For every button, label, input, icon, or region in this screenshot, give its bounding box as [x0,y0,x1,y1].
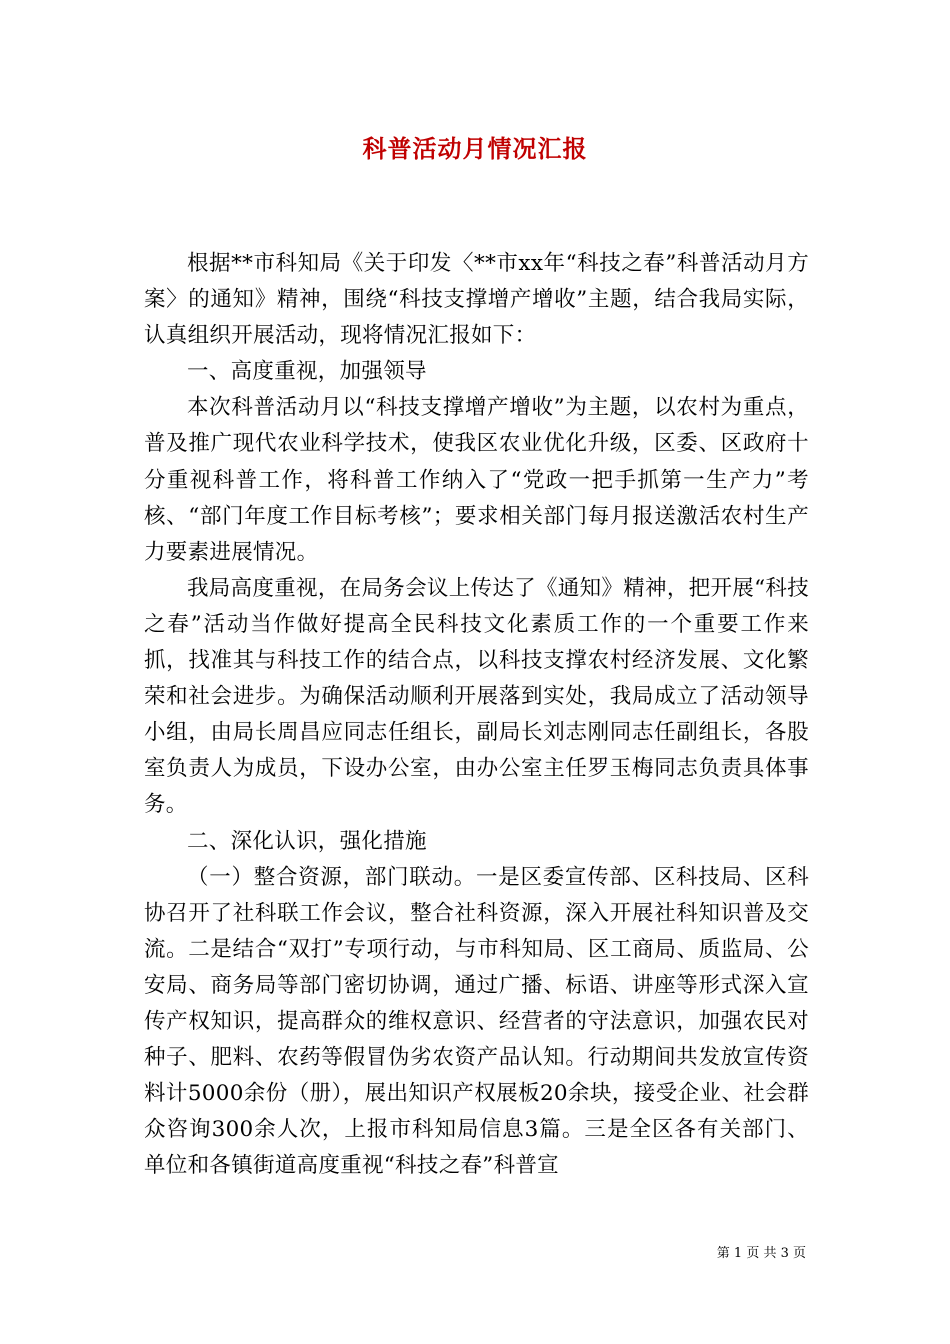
intro-paragraph: 根据**市科知局《关于印发〈**市xx年“科技之春”科普活动月方案〉的通知》精神，围绕“科技支撑增产增收”主题，结合我局实际，认真组织开展活动，现将情况汇报如下： [144,251,809,349]
section-2-paragraph-1: （一）整合资源，部门联动。一是区委宣传部、区科技局、区科协召开了社科联工作会议，整合社科资源，深入开展社科知识普及交流。二是结合“双打”专项行动，与市科知局、区工商局、质监局、公安局、商务局等部门密切协调，通过广播、标语、讲座等形式深入宣传产权知识，提高群众的维权意识、经营者的守法意识，加强农民对种子、肥料、农药等假冒伪劣农资产品认知。行动期间共发放宣传资料计5000余份（册），展出知识产权展板20余块，接受企业、社会群众咨询300余人次，上报市科知局信息3篇。三是全区各有关部门、单位和各镇街道高度重视“科技之春”科普宣 [144,864,809,1179]
section-1-paragraph-1: 本次科普活动月以“科技支撑增产增收”为主题，以农村为重点，普及推广现代农业科学技术，使我区农业优化升级，区委、区政府十分重视科普工作，将科普工作纳入了“党政一把手抓第一生产力”考核、“部门年度工作目标考核”；要求相关部门每月报送激活农村生产力要素进展情况。 [144,395,809,565]
section-heading-2: 二、深化认识，强化措施 [187,828,427,854]
section-heading-1: 一、高度重视，加强领导 [187,359,427,385]
document-body [144,246,809,1184]
section-1-paragraph-2: 我局高度重视，在局务会议上传达了《通知》精神，把开展“科技之春”活动当作做好提高全民科技文化素质工作的一个重要工作来抓，找准其与科技工作的结合点，以科技支撑农村经济发展、文化繁荣和社会进步。为确保活动顺利开展落到实处，我局成立了活动领导小组，由局长周昌应同志任组长，副局长刘志刚同志任副组长，各股室负责人为成员，下设办公室，由办公室主任罗玉梅同志负责具体事务。 [144,575,809,818]
page-number-footer: 第 1 页 共 3 页 [716,1246,806,1261]
document-title: 科普活动月情况汇报 [362,134,588,163]
